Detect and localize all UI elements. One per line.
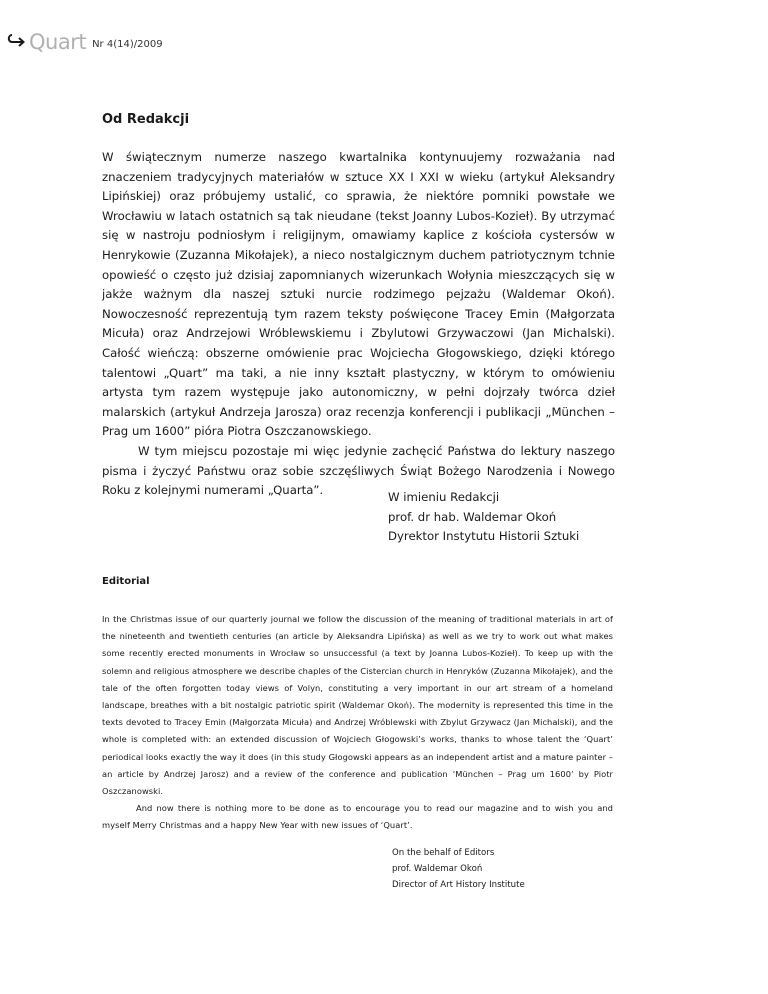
polish-signature [388,488,579,547]
english-paragraph: In the Christmas issue of our quarterly journal we follow the discussion of the meaning of traditional materials in art of the nineteenth and twentieth centuries (an article by Aleksandra Lipińska) as well as we try to work out what makes some recently erected monuments in Wrocław so unsuccessful (a text by Joanna Lubos-Kozieł). To keep up with the solemn and religious atmosphere we describe chaples of the Cistercian church in Henryków (Zuzanna Mikołajek), and the tale of the often forgotten today views of Volyn, constituting a very important in our art stream of a homeland landscape, breathes with a bit nostalgic patriotic spirit (Waldemar Okoń). The modernity is represented this time in the texts devoted to Tracey Emin (Małgorzata Micuła) and Andrzej Wróblewski with Zbylut Grzywacz (Jan Michalski), and the whole is completed with: an extended discussion of Wojciech Głogowski’s works, thanks to whose talent the ‘Quart’ periodical looks exactly the way it does (in this study Głogowski appears as an independent artist and a mature painter – an article by Andrzej Jarosz) and a review of the conference and publication ‘München – Prag um 1600’ by Piotr Oszczanowski. [102,614,613,797]
english-body [102,611,613,835]
hook-arrow-icon [6,33,28,51]
signature-line: prof. Waldemar Okoń [392,864,483,874]
signature-line: Director of Art History Institute [392,880,525,890]
english-paragraph: And now there is nothing more to be done as to encourage you to read our magazine and to wish you and myself Merry Christmas and a happy New Year with new issues of ‘Quart’. [102,803,613,831]
journal-header [6,30,163,54]
polish-paragraph: W świątecznym numerze naszego kwartalnika kontynuujemy rozważania nad znaczeniem tradycyjnych materiałów w sztuce XX I XXI w wieku (artykuł Aleksandry Lipińskiej) oraz próbujemy ustalić, co sprawia, że niektóre pomniki powstałe we Wrocławiu w latach ostatnich są tak nieudane (tekst Joanny Lubos-Kozieł). By utrzymać się w nastroju podniosłym i religijnym, omawiamy kaplice z kościoła cystersów w Henrykowie (Zuzanna Mikołajek), a nieco nostalgicznym duchem patriotycznym tchnie opowieść o często już dzisiaj zapomnianych wizerunkach Wołynia mieszczących się w jakże ważnym dla naszej sztuki nurcie rodzimego pejzażu (Waldemar Okoń). Nowoczesność reprezentują tym razem teksty poświęcone Tracey Emin (Małgorzata Micuła) oraz Andrzejowi Wróblewskiemu i Zbylutowi Grzywaczowi (Jan Michalski). Całość wieńczą: obszerne omówienie prac Wojciecha Głogowskiego, dzięki którego talentowi „Quart” ma taki, a nie inny kształt plastyczny, w którym to omówieniu artysta tym razem występuje jako autonomiczny, w pełni dojrzały twórca dzieł malarskich (artykuł Andrzeja Jarosza) oraz recenzja konferencji i publikacji „München – Prag um 1600” pióra Piotra Oszczanowskiego. [102,150,615,439]
polish-title: Od Redakcji [102,112,190,127]
signature-line: W imieniu Redakcji [388,490,500,504]
polish-paragraph: W tym miejscu pozostaje mi więc jedynie zachęcić Państwa do lektury naszego pisma i życzyć Państwu oraz sobie szczęśliwych Świąt Bożego Narodzenia i Nowego Roku z kolejnymi numerami „Quarta”. [102,443,615,498]
signature-line: Dyrektor Instytutu Historii Sztuki [388,529,580,544]
issue-number: Nr 4(14)/2009 [92,38,163,50]
journal-logo: Quart [29,30,87,54]
signature-line: On the behalf of Editors [392,848,495,858]
english-signature [392,845,525,893]
english-title: Editorial [102,576,150,587]
signature-line: prof. dr hab. Waldemar Okoń [388,509,557,524]
polish-body [102,148,615,501]
